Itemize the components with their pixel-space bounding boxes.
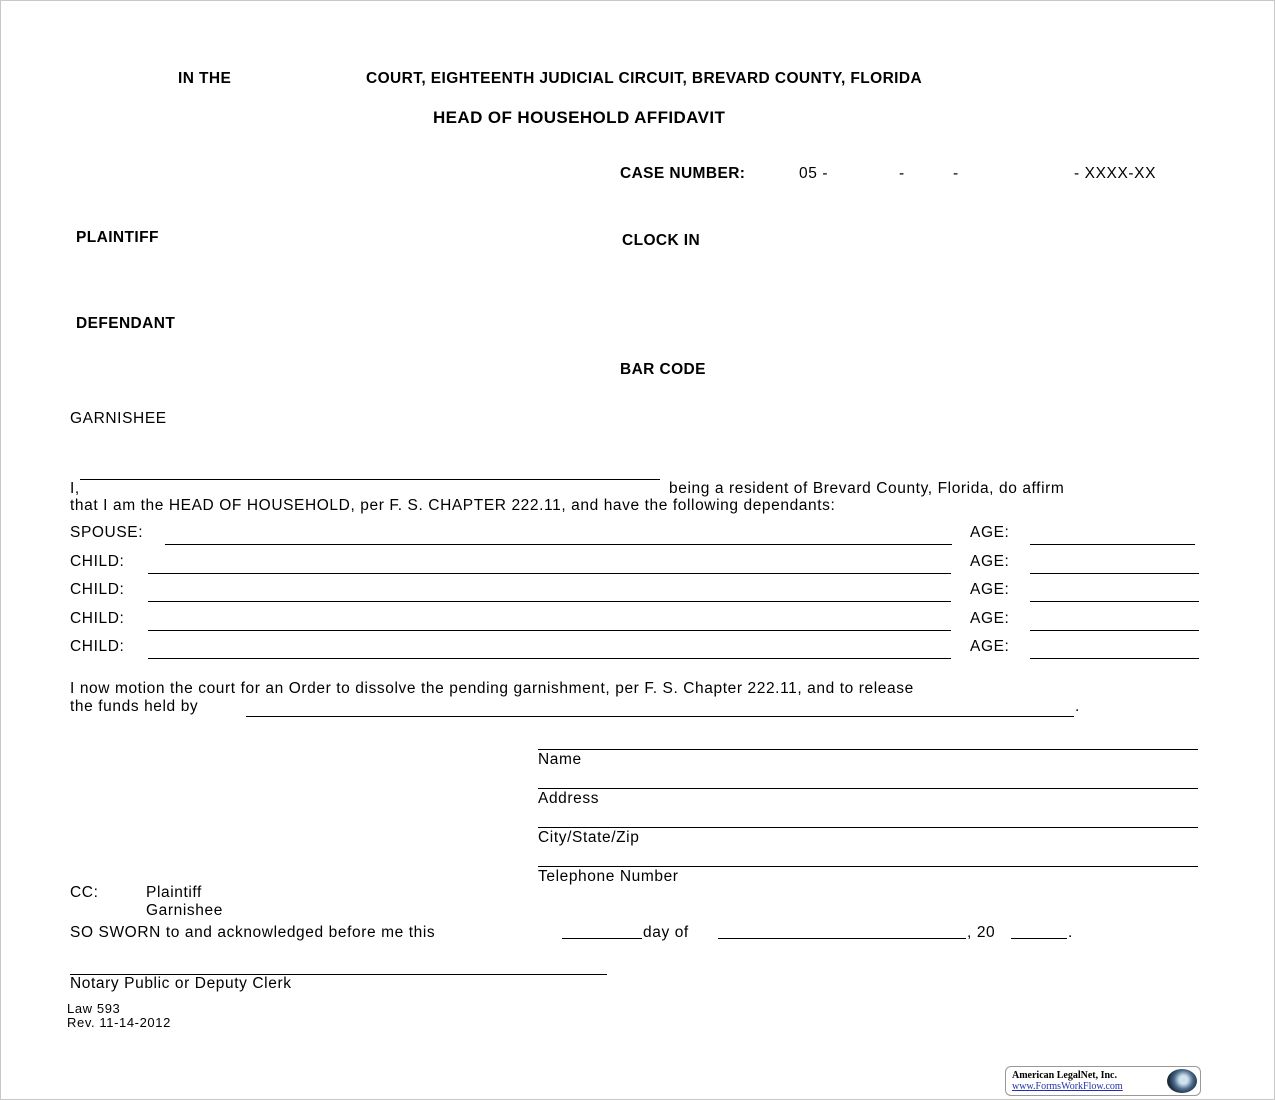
child-name-field[interactable]	[148, 658, 951, 659]
sworn-period: .	[1068, 924, 1073, 941]
logo-name: American LegalNet, Inc.	[1012, 1070, 1117, 1081]
plaintiff-label: PLAINTIFF	[76, 229, 159, 246]
age-label: AGE:	[970, 553, 1010, 570]
child-label: CHILD:	[70, 610, 125, 627]
affirm-line1: being a resident of Brevard County, Florida, do affirm	[669, 480, 1065, 497]
motion-line1: I now motion the court for an Order to dissolve the pending garnishment, per F. S. Chapter 222.11, and to release	[70, 680, 914, 697]
child-label: CHILD:	[70, 638, 125, 655]
child-label: CHILD:	[70, 553, 125, 570]
child-age-field[interactable]	[1030, 630, 1199, 631]
garnishee-label: GARNISHEE	[70, 410, 167, 427]
cc-garnishee: Garnishee	[146, 902, 223, 919]
case-number-dash: -	[899, 165, 905, 182]
year-field[interactable]	[1011, 938, 1067, 939]
address-field[interactable]	[538, 788, 1198, 789]
month-field[interactable]	[718, 938, 966, 939]
child-age-field[interactable]	[1030, 658, 1199, 659]
form-number: Law 593	[67, 1001, 121, 1016]
notary-label: Notary Public or Deputy Clerk	[70, 975, 292, 992]
name-label: Name	[538, 751, 582, 768]
clock-in-label: CLOCK IN	[622, 232, 701, 249]
name-field[interactable]	[538, 749, 1198, 750]
logo-url[interactable]: www.FormsWorkFlow.com	[1012, 1081, 1123, 1092]
spouse-age-field[interactable]	[1030, 544, 1195, 545]
case-number-dash: -	[953, 165, 959, 182]
child-label: CHILD:	[70, 581, 125, 598]
telephone-field[interactable]	[538, 866, 1198, 867]
in-the-label: IN THE	[178, 70, 232, 87]
bar-code-label: BAR CODE	[620, 361, 706, 378]
spouse-name-field[interactable]	[165, 544, 952, 545]
child-name-field[interactable]	[148, 573, 951, 574]
cc-plaintiff: Plaintiff	[146, 884, 202, 901]
age-label: AGE:	[970, 581, 1010, 598]
telephone-label: Telephone Number	[538, 868, 679, 885]
age-label: AGE:	[970, 610, 1010, 627]
child-name-field[interactable]	[148, 630, 951, 631]
form-title: HEAD OF HOUSEHOLD AFFIDAVIT	[433, 108, 726, 127]
day-field[interactable]	[562, 938, 642, 939]
day-of-label: day of	[643, 924, 689, 941]
motion-line2: the funds held by	[70, 698, 199, 715]
sworn-text: SO SWORN to and acknowledged before me this	[70, 924, 436, 941]
city-state-zip-label: City/State/Zip	[538, 829, 640, 846]
city-state-zip-field[interactable]	[538, 827, 1198, 828]
spouse-label: SPOUSE:	[70, 524, 144, 541]
child-name-field[interactable]	[148, 601, 951, 602]
court-heading: COURT, EIGHTEENTH JUDICIAL CIRCUIT, BREVARD COUNTY, FLORIDA	[366, 70, 923, 87]
child-age-field[interactable]	[1030, 573, 1199, 574]
affirm-line2: that I am the HEAD OF HOUSEHOLD, per F. S. CHAPTER 222.11, and have the following dependants:	[70, 497, 836, 514]
age-label: AGE:	[970, 638, 1010, 655]
motion-period: .	[1075, 698, 1080, 715]
case-number-prefix: 05 -	[799, 165, 829, 182]
case-number-label: CASE NUMBER:	[620, 165, 746, 182]
globe-icon	[1167, 1069, 1197, 1093]
age-label: AGE:	[970, 524, 1010, 541]
affiant-i: I,	[70, 480, 80, 497]
case-number-suffix: - XXXX-XX	[1074, 165, 1157, 182]
cc-label: CC:	[70, 884, 99, 901]
funds-holder-field[interactable]	[246, 716, 1074, 717]
address-label: Address	[538, 790, 600, 807]
defendant-label: DEFENDANT	[76, 315, 176, 332]
year-prefix: , 20	[967, 924, 996, 941]
affiant-name-field[interactable]	[80, 479, 660, 480]
child-age-field[interactable]	[1030, 601, 1199, 602]
revision-date: Rev. 11-14-2012	[67, 1015, 171, 1030]
american-legalnet-logo[interactable]	[1005, 1066, 1201, 1096]
